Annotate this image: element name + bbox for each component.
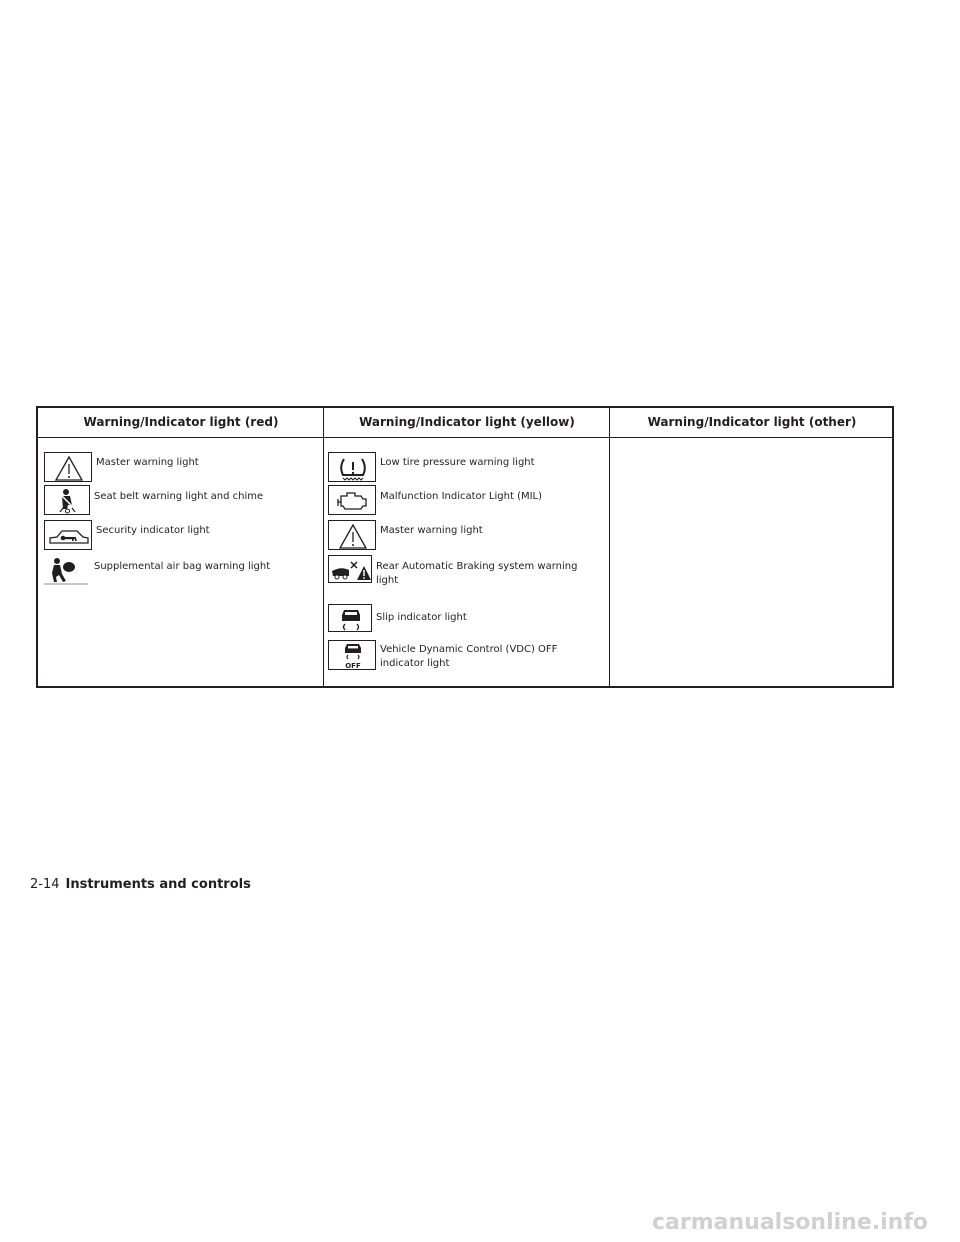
- low-tire-pressure-icon: [328, 452, 376, 482]
- vdc-off-icon-text: OFF: [345, 662, 361, 670]
- security-car-key-icon: [44, 520, 92, 550]
- item-label-line: indicator light: [380, 658, 450, 669]
- vdc-off-icon: [328, 640, 376, 670]
- master-warning-icon: [328, 520, 376, 550]
- master-warning-icon: [44, 452, 92, 482]
- item-label-line: Vehicle Dynamic Control (VDC) OFF: [380, 644, 558, 655]
- item-label: Low tire pressure warning light: [380, 457, 535, 468]
- item-label-line: light: [376, 575, 399, 586]
- warning-indicator-table: [36, 406, 894, 688]
- header-yellow: Warning/Indicator light (yellow): [359, 415, 575, 429]
- watermark: carmanualsonline.info: [652, 1210, 928, 1235]
- item-label: Malfunction Indicator Light (MIL): [380, 491, 543, 502]
- item-label: Master warning light: [380, 525, 483, 536]
- header-red: Warning/Indicator light (red): [83, 415, 279, 429]
- item-label: Security indicator light: [96, 525, 210, 536]
- item-label: Seat belt warning light and chime: [94, 491, 264, 502]
- item-label: Master warning light: [96, 457, 199, 468]
- slip-icon: [328, 604, 372, 632]
- page-footer: [30, 876, 251, 894]
- section-title: Instruments and controls: [65, 877, 251, 892]
- seat-belt-icon: [44, 485, 90, 515]
- air-bag-icon: [44, 555, 90, 585]
- page-number: 2-14: [30, 877, 60, 892]
- column-divider: [323, 408, 324, 686]
- engine-mil-icon: [328, 485, 376, 515]
- column-divider: [609, 408, 610, 686]
- item-label: [376, 560, 606, 588]
- item-label: [380, 643, 600, 671]
- table-header: [38, 408, 892, 438]
- item-label: Supplemental air bag warning light: [94, 561, 271, 572]
- rear-automatic-braking-icon: [328, 555, 372, 583]
- item-label-line: Rear Automatic Braking system warning: [376, 561, 578, 572]
- item-label: Slip indicator light: [376, 612, 467, 623]
- header-other: Warning/Indicator light (other): [647, 415, 857, 429]
